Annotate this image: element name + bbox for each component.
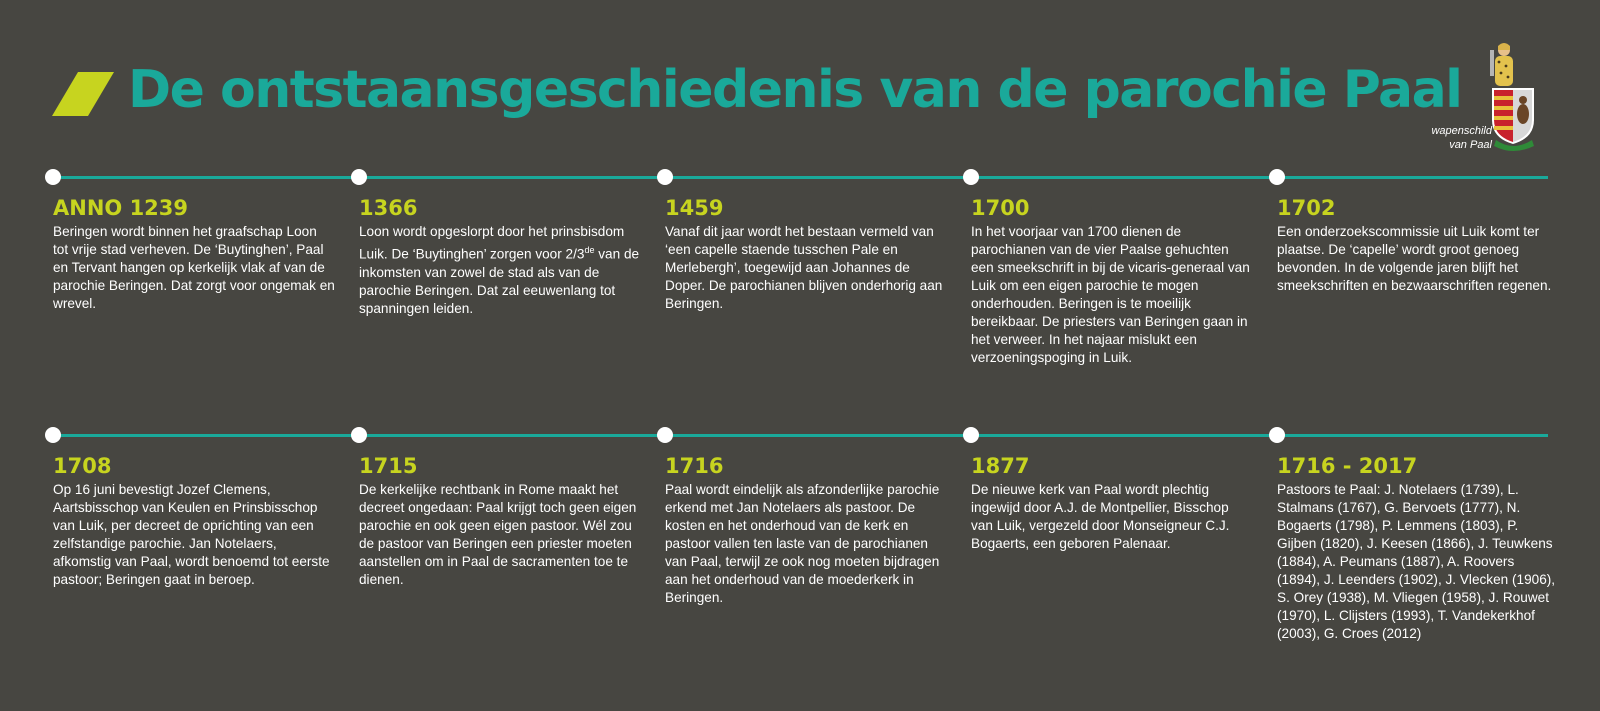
entry-text-sup: de <box>584 245 595 255</box>
entry-text: Paal wordt eindelijk als afzonderlijke parochie erkend met Jan Notelaers als pastoor. De kosten en het onderhoud van de kerk en pastoor vallen ten laste van de parochianen van Paal, terwijl ze ook nog moeten bijdragen aan het onderhoud van de moederkerk in Beringen. <box>665 482 940 605</box>
timeline-entry <box>359 452 641 589</box>
entry-text: Een onderzoekscommissie uit Luik komt ter plaatse. De ‘capelle’ wordt groot genoeg bevonden. In de volgende jaren blijft het smeekschriften en bezwaarschriften regenen. <box>1277 224 1552 293</box>
entry-year: 1716 - 2017 <box>1277 454 1418 478</box>
timeline-entry <box>53 194 335 313</box>
entry-year: 1877 <box>971 454 1030 478</box>
entry-text: Vanaf dit jaar wordt het bestaan vermeld van ‘een capelle staende tusschen Pale en Merlebergh’, toegewijd aan Johannes de Doper. De parochianen blijven onderhorig aan Beringen. <box>665 224 943 311</box>
timeline-entry <box>53 452 335 589</box>
timeline-line <box>52 176 1548 179</box>
crest-caption <box>1408 124 1492 152</box>
slash-icon <box>52 72 114 116</box>
entry-text <box>359 223 641 318</box>
entry-year: 1716 <box>665 454 724 478</box>
timeline-dot <box>45 169 61 185</box>
timeline-entry <box>971 194 1253 367</box>
timeline-dot <box>963 169 979 185</box>
entry-text: De nieuwe kerk van Paal wordt plechtig ingewijd door A.J. de Montpellier, Bisschop van Luik, vergezeld door Monseigneur C.J. Bogaerts, een geboren Palenaar. <box>971 482 1230 551</box>
entry-text: Beringen wordt binnen het graafschap Loon tot vrije stad verheven. De ‘Buytinghen’, Paal en Tervant hangen op kerkelijk vlak af van de parochie Beringen. Dat zorgt voor ongemak en wrevel. <box>53 224 335 311</box>
entry-text: Op 16 juni bevestigt Jozef Clemens, Aartsbisschop van Keulen en Prinsbisschop van Luik, per decreet de oprichting van een zelfstandige parochie. Jan Notelaers, afkomstig van Paal, wordt benoemd tot eerste pastoor; Beringen gaat in beroep. <box>53 482 330 587</box>
timeline-dot <box>963 427 979 443</box>
entry-year: 1366 <box>359 196 418 220</box>
timeline-dot <box>1269 169 1285 185</box>
entry-text: De kerkelijke rechtbank in Rome maakt het decreet ongedaan: Paal krijgt toch geen eigen parochie en ook geen eigen pastoor. Wél zou de pastoor van Beringen een priester moeten aanstellen om in Paal de sacramenten toe te dienen. <box>359 482 637 587</box>
timeline-entry <box>665 194 947 313</box>
entry-text-pre: Loon wordt opgeslorpt door het prinsbisdom Luik. De ‘Buytinghen’ zorgen voor 2/3 <box>359 224 625 262</box>
coat-of-arms-icon <box>1490 42 1540 154</box>
entry-text: In het voorjaar van 1700 dienen de parochianen van de vier Paalse gehuchten een smeekschrift in bij de vicaris-generaal van Luik om een eigen parochie te mogen onderhouden. Beringen is te moeilijk bereikbaar. De priesters van Beringen gaan in het verweer. In het najaar mislukt een verzoeningspoging in Luik. <box>971 224 1250 365</box>
timeline-entry <box>971 452 1253 553</box>
crest-caption-line2: van Paal <box>1449 139 1492 151</box>
entry-year: 1702 <box>1277 196 1336 220</box>
timeline-dot <box>351 169 367 185</box>
entry-year: ANNO 1239 <box>53 196 189 220</box>
timeline-dot <box>351 427 367 443</box>
timeline-dot <box>657 169 673 185</box>
crest-caption-line1: wapenschild <box>1431 125 1492 137</box>
timeline-entry <box>359 194 641 318</box>
entry-year: 1708 <box>53 454 112 478</box>
timeline-entry <box>665 452 947 607</box>
timeline-dot <box>45 427 61 443</box>
entry-year: 1700 <box>971 196 1030 220</box>
timeline-entry <box>1277 194 1559 295</box>
page-title: De ontstaansgeschiedenis van de parochie Paal <box>128 60 1462 120</box>
timeline-dot <box>1269 427 1285 443</box>
timeline-dot <box>657 427 673 443</box>
timeline-entry <box>1277 452 1559 643</box>
timeline-line <box>52 434 1548 437</box>
entry-year: 1715 <box>359 454 418 478</box>
entry-text-post: van de inkomsten van zowel de stad als van de parochie Beringen. Dat zal eeuwenlang tot spanningen leiden. <box>359 246 640 316</box>
entry-text: Pastoors te Paal: J. Notelaers (1739), L. Stalmans (1767), G. Bervoets (1777), N. Bogaerts (1798), P. Lemmens (1803), P. Gijben (1820), J. Keesen (1866), J. Teuwkens (1884), A. Peumans (1887), A. Roovers (1894), J. Leenders (1902), J. Vlecken (1906), S. Orey (1938), M. Vliegen (1958), J. Rouwet (1970), L. Clijsters (1993), T. Vandekerkhof (2003), G. Croes (2012) <box>1277 482 1556 641</box>
entry-year: 1459 <box>665 196 724 220</box>
